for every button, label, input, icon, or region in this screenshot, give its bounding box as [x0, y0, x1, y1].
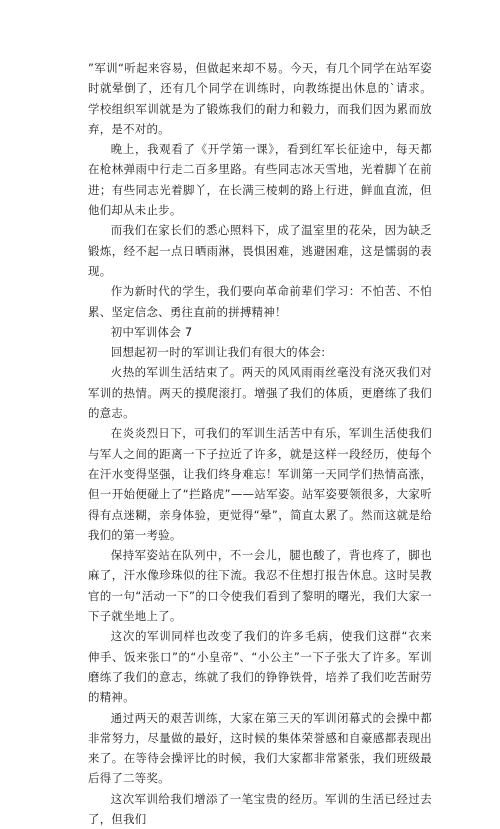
paragraph-12: 这次军训给我们增添了一笔宝贵的经历。军训的生活已经过去了，但我们: [88, 791, 432, 826]
paragraph-10: 这次的军训同样也改变了我们的许多毛病，使我们这群“衣来伸手、饭来张口”的“小皇帝”、“小公主”一下子张大了许多。军训磨练了我们的意志，练就了我们的铮铮铁骨，培养了我们吃苦耐劳的精神。: [88, 629, 432, 705]
paragraph-6: 回想起初一时的军训让我们有很大的体会:: [110, 345, 326, 360]
document-body: [88, 58, 432, 829]
section-heading: 初中军训体会 7: [110, 324, 193, 339]
paragraph-8: 在炎炎烈日下，可我们的军训生活苦中有乐，军训生活使我们与军人之间的距离一下子拉近了许多，就是这样一段经历，使每个在汗水变得坚强，让我们终身难忘！军训第一天同学们热情高涨，但一开始便碰上了“拦路虎”——站军姿。站军姿要领很多，大家听得有点迷糊，亲身体验，更觉得“晕”，简直太累了。然而这就是给我们的第一考验。: [88, 426, 432, 542]
paragraph-7: 火热的军训生活结束了。两天的风风雨雨丝毫没有浇灭我们对军训的热情。两天的摸爬滚打。增强了我们的体质，更磨练了我们的意志。: [88, 365, 432, 421]
paragraph-11: 通过两天的艰苦训练，大家在第三天的军训闭幕式的会操中都非常努力，尽量做的最好，这时候的集体荣誉感和自豪感都表现出来了。在等待会操评比的时候，我们大家都非常紧张，我们班级最后得了二等奖。: [88, 710, 432, 786]
paragraph-3: 而我们在家长们的悉心照料下，成了温室里的花朵，因为缺乏锻炼，经不起一点日晒雨淋，畏惧困难，逃避困难，这是懦弱的表现。: [88, 223, 432, 278]
paragraph-1: ”军训“听起来容易，但做起来却不易。今天，有几个同学在站军姿时就晕倒了，还有几个同学在训练时，向教练提出休息的`请求。学校组织军训就是为了锻炼我们的耐力和毅力，而我们因为累而放弃，是不对的。: [88, 61, 432, 136]
paragraph-4: 作为新时代的学生，我们要向革命前辈们学习：不怕苦、不怕累、坚定信念、勇往直前的拼搏精神！: [88, 284, 432, 319]
paragraph-2: 晚上，我观看了《开学第一课》，看到红军长征途中，每天都在枪林弹雨中行走二百多里路。有些同志冰天雪地，光着脚丫在前进；有些同志光着脚丫，在长满三棱刺的路上行进，鲜血直流，但他们却从未止步。: [88, 142, 432, 218]
paragraph-9: 保持军姿站在队列中，不一会儿，腿也酸了，背也疼了，脚也麻了，汗水像珍珠似的往下流。我忍不住想打报告休息。这时吴教官的一句“活动一下”的口令使我们看到了黎明的曙光，我们大家一下子就坐地上了。: [88, 548, 432, 624]
